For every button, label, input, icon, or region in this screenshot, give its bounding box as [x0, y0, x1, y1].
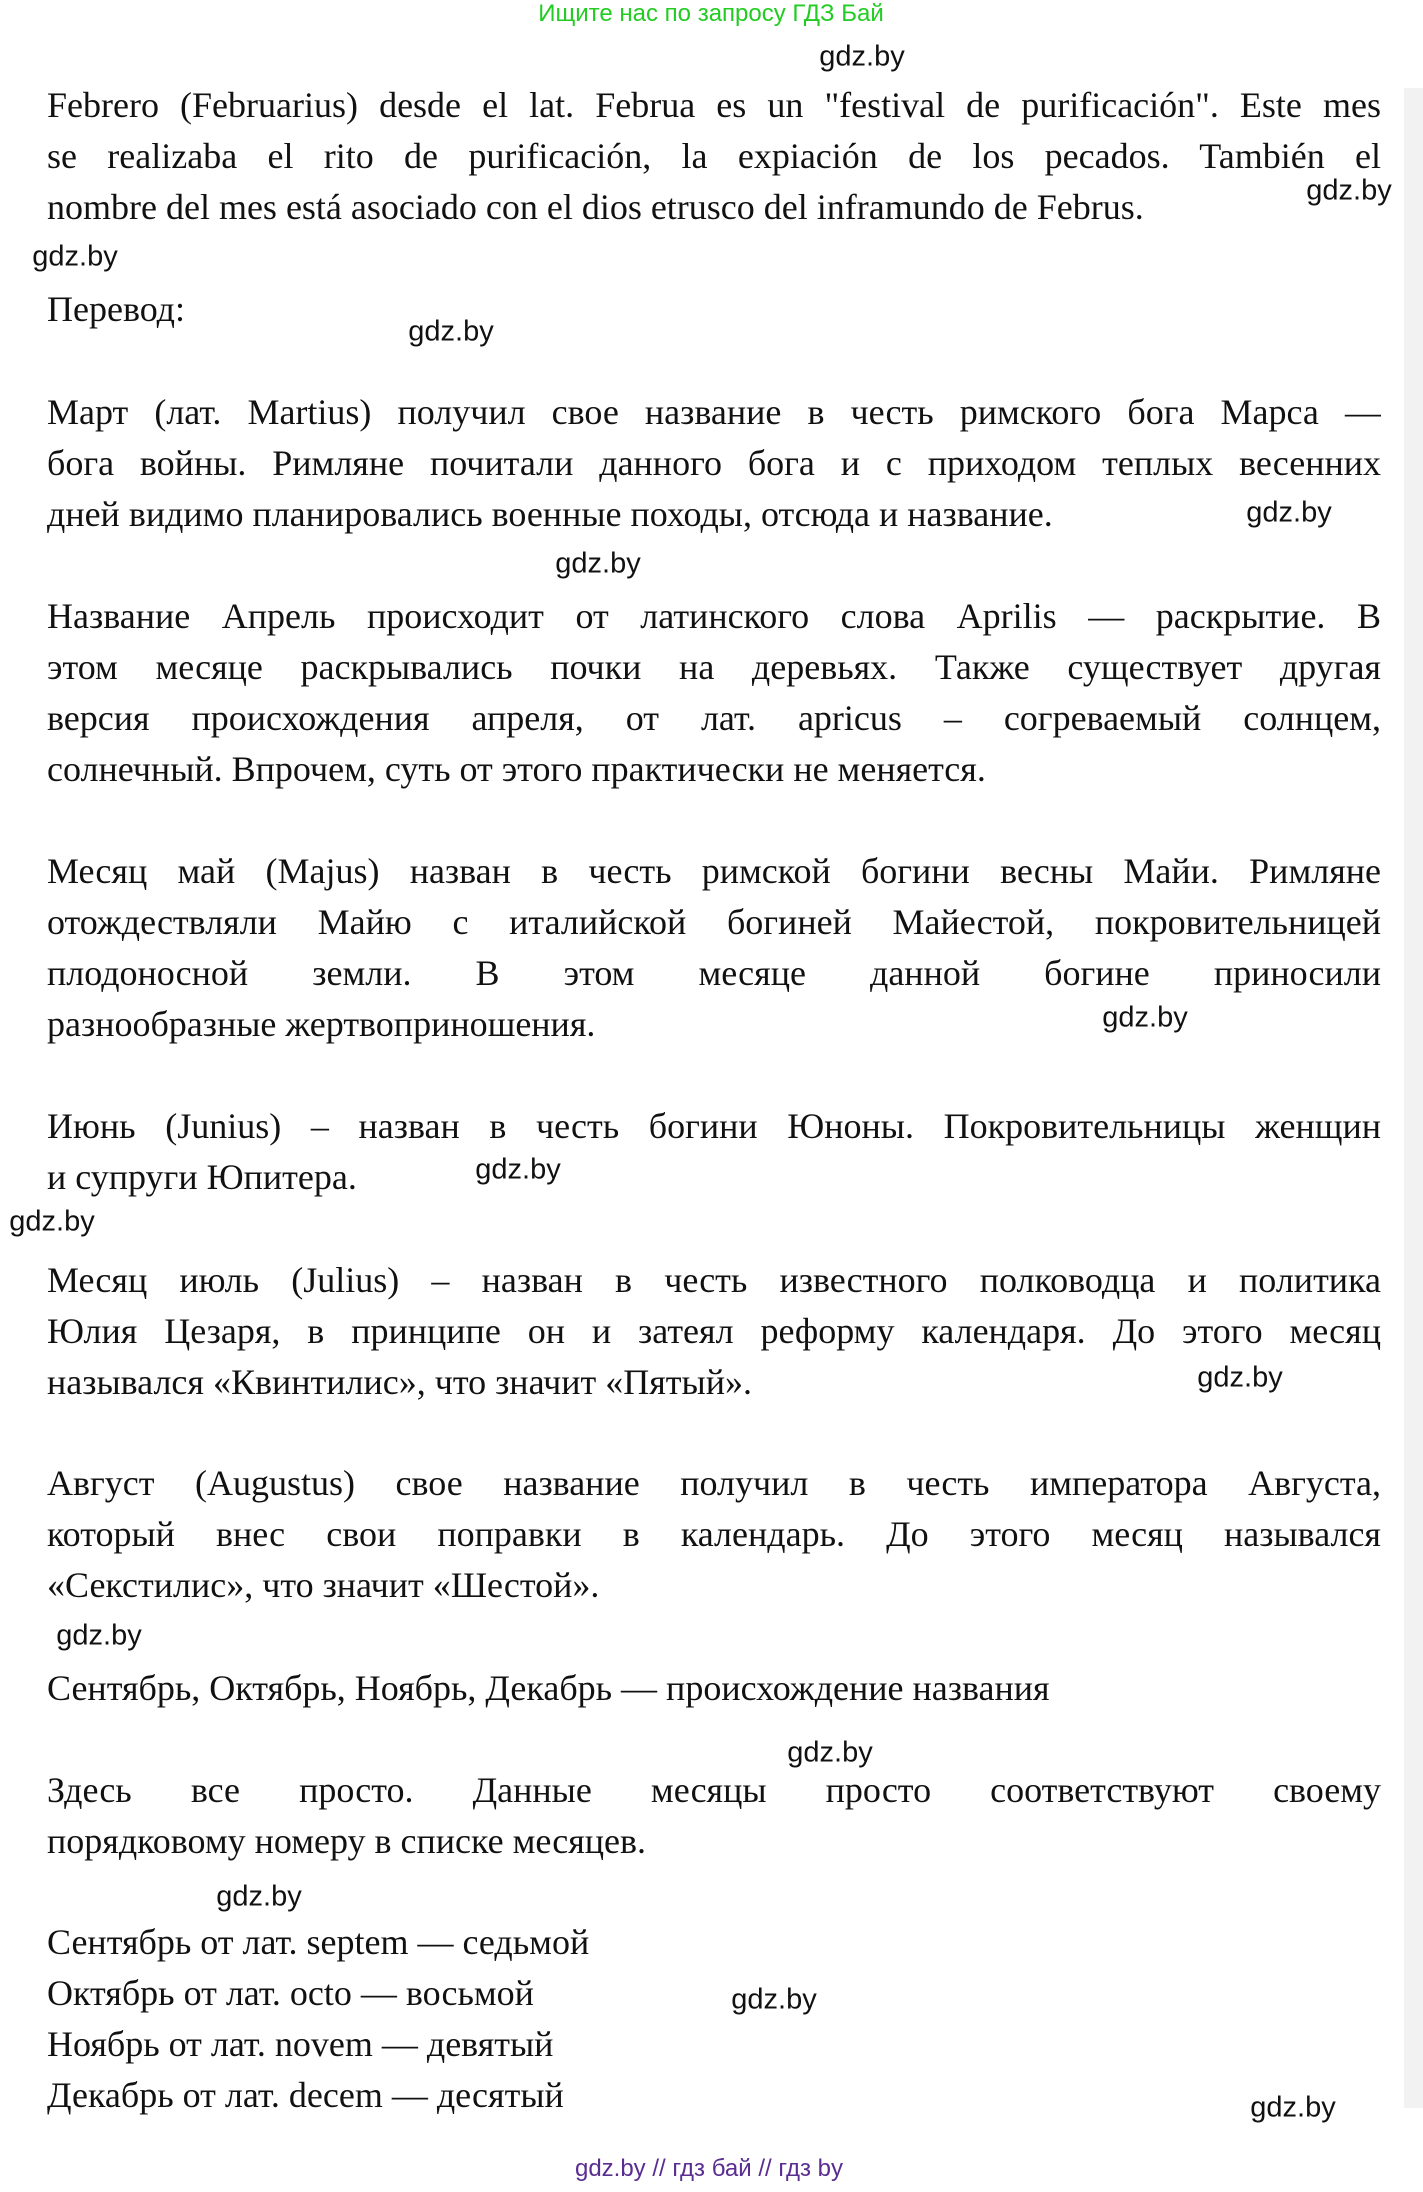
paragraph-sep-dec-heading [47, 1663, 1381, 1714]
text-line: «Секстилис», что значит «Шестой». [47, 1565, 600, 1605]
list-item: Декабрь от лат. decem — десятый [47, 2075, 564, 2115]
watermark: gdz.by [56, 1619, 142, 1652]
text-line: который внес свои поправки в календарь. До этого месяц назывался [47, 1514, 1381, 1554]
text-line: этом месяце раскрывались почки на деревьях. Также существует другая [47, 647, 1381, 687]
paragraph-august [47, 1458, 1381, 1611]
text-line: бога войны. Римляне почитали данного бога и с приходом теплых весенних [47, 443, 1381, 483]
text-line: Месяц июль (Julius) – назван в честь известного полководца и политика [47, 1260, 1381, 1300]
text-line: дней видимо планировались военные походы, отсюда и название. [47, 494, 1053, 534]
text-line: Сентябрь, Октябрь, Ноябрь, Декабрь — происхождение названия [47, 1668, 1050, 1708]
watermark: gdz.by [1102, 1001, 1188, 1034]
text-line: Август (Augustus) свое название получил в честь императора Августа, [47, 1463, 1381, 1503]
watermark: gdz.by [475, 1153, 561, 1186]
text-line: версия происхождения апреля, от лат. apricus – согреваемый солнцем, [47, 698, 1381, 738]
paragraph-february-es [47, 80, 1381, 233]
watermark: gdz.by [216, 1880, 302, 1913]
list-item: Ноябрь от лат. novem — девятый [47, 2024, 554, 2064]
watermark: gdz.by [408, 315, 494, 348]
watermark: gdz.by [1306, 174, 1392, 207]
text-line: Название Апрель происходит от латинского слова Aprilis — раскрытие. В [47, 596, 1381, 636]
text-line: порядковому номеру в списке месяцев. [47, 1821, 647, 1861]
watermark: gdz.by [1197, 1361, 1283, 1394]
watermark: gdz.by [9, 1205, 95, 1238]
text-line: разнообразные жертвоприношения. [47, 1004, 596, 1044]
text-line: Здесь все просто. Данные месяцы просто соответствуют своему [47, 1770, 1381, 1810]
watermark: gdz.by [32, 240, 118, 273]
paragraph-simple [47, 1765, 1381, 1867]
watermark: gdz.by [555, 547, 641, 580]
paragraph-april [47, 591, 1381, 795]
paragraph-july [47, 1255, 1381, 1408]
paragraph-june [47, 1101, 1381, 1203]
text-line: плодоносной земли. В этом месяце данной богине приносили [47, 953, 1381, 993]
text-line: se realizaba el rito de purificación, la expiación de los pecados. También el [47, 136, 1381, 176]
paragraph-march [47, 387, 1381, 540]
watermark: gdz.by [819, 40, 905, 73]
text-line: солнечный. Впрочем, суть от этого практически не меняется. [47, 749, 986, 789]
translation-heading [47, 284, 1381, 335]
text-line: и супруги Юпитера. [47, 1157, 357, 1197]
watermark: gdz.by [1250, 2091, 1336, 2124]
text-line: Febrero (Februarius) desde el lat. Februa es un "festival de purificación". Este mes [47, 85, 1381, 125]
watermark: gdz.by [787, 1736, 873, 1769]
text-line: назывался «Квинтилис», что значит «Пятый». [47, 1362, 752, 1402]
text-line: отождествляли Майю с италийской богиней Майестой, покровительницей [47, 902, 1381, 942]
text-line: Июнь (Junius) – назван в честь богини Юноны. Покровительницы женщин [47, 1106, 1381, 1146]
list-item: Сентябрь от лат. septem — седьмой [47, 1922, 590, 1962]
text-line: Перевод: [47, 289, 185, 329]
footer-links[interactable]: gdz.by // гдз бай // гдз by [574, 2155, 844, 2182]
text-line: nombre del mes está asociado con el dios etrusco del inframundo de Februs. [47, 187, 1144, 227]
watermark: gdz.by [1246, 496, 1332, 529]
search-hint-link[interactable]: Ищите нас по запросу ГДЗ Бай [538, 0, 884, 27]
text-line: Юлия Цезаря, в принципе он и затеял реформу календаря. До этого месяц [47, 1311, 1381, 1351]
month-origin-list [47, 1917, 1381, 2121]
watermark: gdz.by [731, 1983, 817, 2016]
scrollbar-track[interactable] [1404, 88, 1423, 2108]
text-line: Март (лат. Martius) получил свое название в честь римского бога Марса — [47, 392, 1381, 432]
list-item: Октябрь от лат. octo — восьмой [47, 1973, 534, 2013]
text-line: Месяц май (Majus) назван в честь римской богини весны Майи. Римляне [47, 851, 1381, 891]
